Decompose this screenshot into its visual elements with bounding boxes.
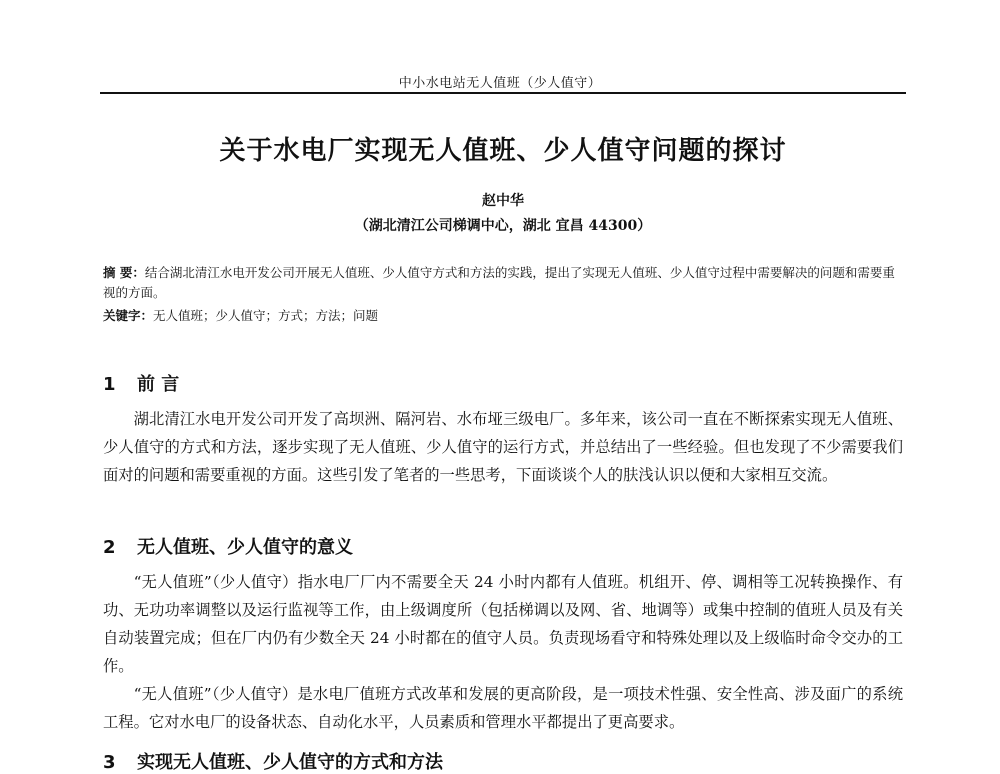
section-1-paragraph: 湖北清江水电开发公司开发了高坝洲、隔河岩、水布垭三级电厂。多年来，该公司一直在不断探索实现无人值班、少人值守的方式和方法，逐步实现了无人值班、少人值守的运行方式，并总结出了一些经验。但也发现了不少需要我们面对的问题和需要重视的方面。这些引发了笔者的一些思考，下面谈谈个人的肤浅认识以便和大家相互交流。 <box>103 410 903 484</box>
keywords-text: 无人值班；少人值守；方式；方法；问题 <box>153 308 379 323</box>
section-3-number: 3 <box>103 752 116 773</box>
keywords-label: 关键字： <box>103 308 154 323</box>
header-rule <box>100 92 906 94</box>
section-3-heading <box>103 748 903 774</box>
author-name: 赵中华 <box>482 193 524 209</box>
abstract <box>103 263 903 303</box>
section-2-heading <box>103 533 903 559</box>
section-2-paragraph-2: “无人值班”（少人值守）是水电厂值班方式改革和发展的更高阶段，是一项技术性强、安全性高、涉及面广的系统工程。它对水电厂的设备状态、自动化水平，人员素质和管理水平都提出了更高要求。 <box>103 685 903 731</box>
running-header: 中小水电站无人值班（少人值守） <box>398 76 602 91</box>
section-1-heading <box>103 370 903 396</box>
section-2-title: 无人值班、少人值守的意义 <box>137 537 353 558</box>
section-3-title: 实现无人值班、少人值守的方式和方法 <box>137 752 443 773</box>
paper-title: 关于水电厂实现无人值班、少人值守问题的探讨 <box>219 136 787 166</box>
section-2-paragraph-1: “无人值班”（少人值守）指水电厂厂内不需要全天 24 小时内都有人值班。机组开、停、调相等工况转换操作、有功、无功功率调整以及运行监视等工作，由上级调度所（包括梯调以及网、省、地调等）或集中控制的值班人员及有关自动装置完成；但在厂内仍有少数全天 24 小时都在的值守人员。负责现场看守和特殊处理以及上级临时命令交办的工作。 <box>103 573 903 675</box>
section-1-title: 前 言 <box>137 374 180 395</box>
abstract-label: 摘 要： <box>103 265 145 280</box>
keywords <box>103 306 903 326</box>
section-2-number: 2 <box>103 537 116 558</box>
section-1-number: 1 <box>103 374 116 395</box>
author-affiliation: （湖北清江公司梯调中心，湖北 宜昌 44300） <box>354 218 652 234</box>
abstract-text: 结合湖北清江水电开发公司开展无人值班、少人值守方式和方法的实践，提出了实现无人值班、少人值守过程中需要解决的问题和需要重视的方面。 <box>103 265 895 300</box>
